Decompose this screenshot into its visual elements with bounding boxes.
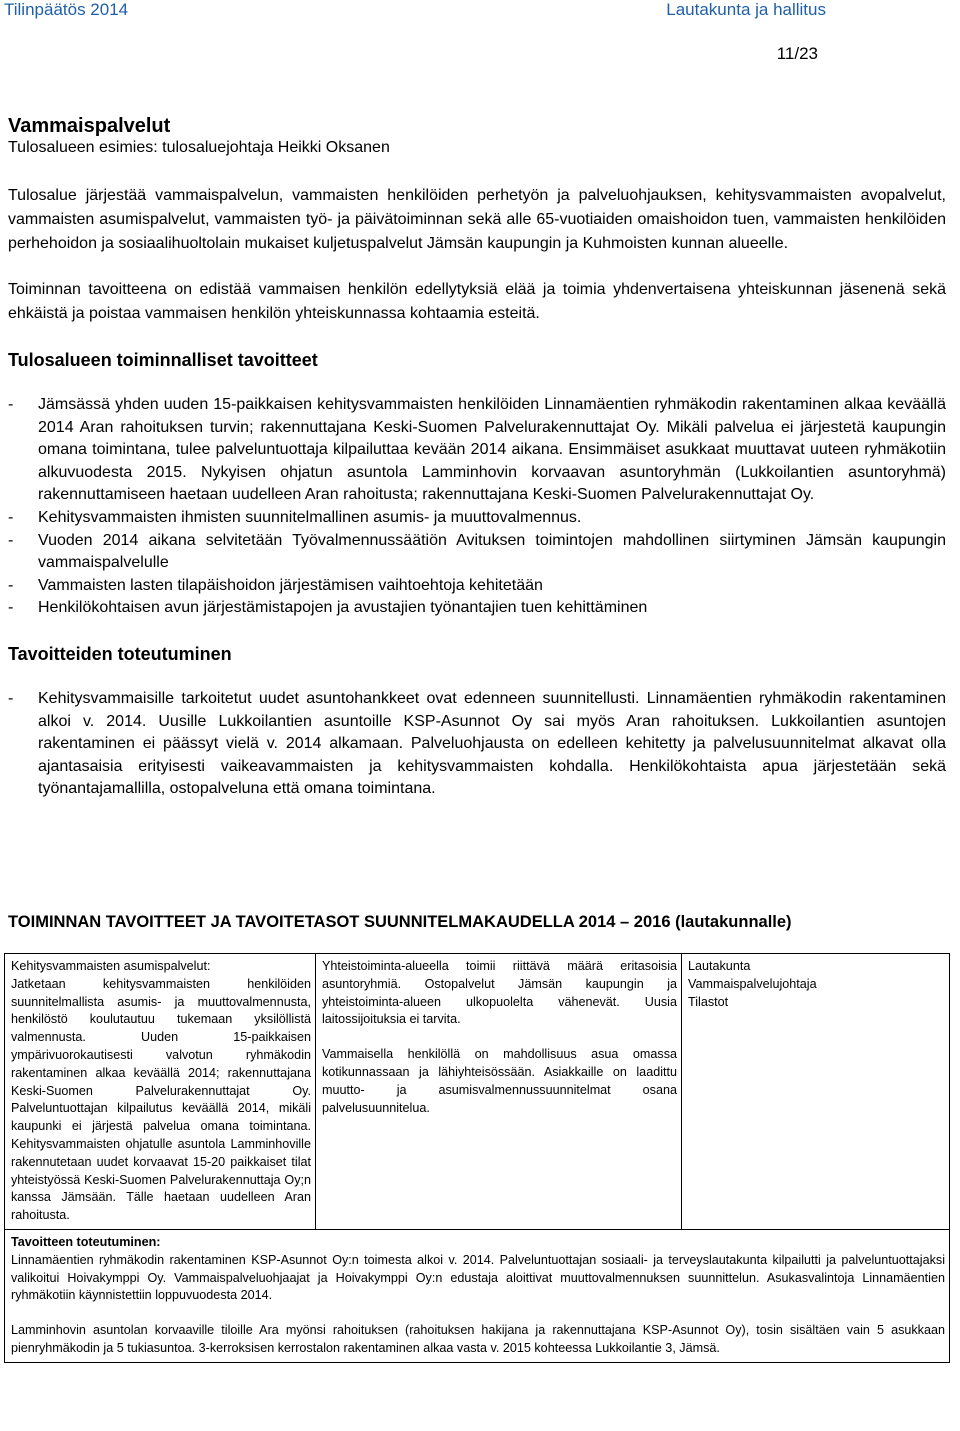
dash-marker: - [8, 508, 14, 526]
dash-marker: - [8, 599, 14, 617]
report-title: Tilinpäätös 2014 [4, 0, 129, 19]
list-item [8, 688, 946, 801]
table-cell-realization [5, 1229, 950, 1362]
target-text-1: Yhteistoiminta-alueella toimii riittävä määrä eritasoisia asuntoryhmiä. Ostopalvelut Jämsän kaupungin ja yhteistoiminta-alueen ulkopuolelta vähenevät. Uusia laitossijoituksia ei tarvita. [322, 959, 677, 1027]
responsible-line: Vammaispalvelujohtaja [688, 976, 817, 991]
list-item [8, 530, 946, 575]
list-item [8, 507, 946, 530]
list-item [8, 394, 946, 507]
spacer [11, 1305, 945, 1322]
dash-marker: - [8, 531, 14, 549]
table-heading: TOIMINNAN TAVOITTEET JA TAVOITETASOT SUUNNITELMAKAUDELLA 2014 – 2016 (lautakunnalle) [8, 913, 792, 931]
results-list [8, 688, 946, 801]
page-subtitle: Tulosalueen esimies: tulosaluejohtaja Heikki Oksanen [8, 139, 390, 156]
section-heading-objectives: Tulosalueen toiminnalliset tavoitteet [8, 350, 318, 370]
realization-text-2: Lamminhovin asuntolan korvaaville tiloille Ara myönsi rahoituksen (rahoituksen hakijana ja rakennuttajana KSP-Asunnot Oy), tosin sisältäen vain 5 asukkaan pienryhmäkodin ja 5 tukiasuntoa. 3-kerroksisen kerrostalon rakentaminen alkaa vasta v. 2015 kohteessa Lukkoilantie 3, Jämsä. [11, 1323, 945, 1355]
list-item-text: Vammaisten lasten tilapäishoidon järjestämisen vaihtoehtoja kehitetään [38, 576, 543, 594]
list-item-text: Jämsässä yhden uuden 15-paikkaisen kehitysvammaisten henkilöiden Linnamäentien ryhmäkodin rakentaminen alkaa keväällä 2014 Aran rahoituksen turvin; rakennuttajana Keski-Suomen Palvelurakennuttajat Oy. Mikäli palvelua ei järjestetä kaupungin omana toimintana, tulee palveluntuottaja kilpailuttaa kevään 2014 aikana. Ensimmäiset asukkaat muuttavat uuteen ryhmäkotiin alkuvuodesta 2015. Nykyisen ohjatun asuntola Lamminhovin korvaavan asuntoryhmän (Lukkoilantien asuntoryhmä) rakennuttamiseen haetaan uudelleen Aran rahoitusta; rakennuttajana Keski-Suomen Palvelurakennuttajat Oy. [38, 396, 946, 504]
spacer [322, 1029, 677, 1046]
dash-marker: - [8, 689, 14, 707]
page-header [0, 0, 960, 22]
objective-lead: Kehitysvammaisten asumispalvelut: [11, 959, 211, 973]
realization-text-1: Linnamäentien ryhmäkodin rakentaminen KSP-Asunnot Oy:n toimesta alkoi v. 2014. Palveluntuottajan sosiaali- ja terveyslautakunta kilpailutti ja palveluntuottajaksi valikoitui Hoivakymppi Oy. Vammaispalveluohjaajat ja Hoivakymppi Oy:n edustaja aloittivat muuttovalmennuksen suunnittelun. Asukasvalintoja Linnamäentien ryhmäkotiin käynnistettiin loppuvuodesta 2014. [11, 1252, 945, 1303]
list-item-text: Kehitysvammaisten ihmisten suunnitelmallinen asumis- ja muuttovalmennus. [38, 508, 582, 526]
page-number: 11/23 [776, 44, 818, 63]
goals-table [4, 953, 950, 1363]
dash-marker: - [8, 576, 14, 594]
main-content [8, 114, 946, 823]
section-heading-results: Tavoitteiden toteutuminen [8, 643, 232, 664]
objectives-list [8, 394, 946, 620]
table-row [5, 1229, 950, 1362]
realization-heading: Tavoitteen toteutuminen: [11, 1234, 161, 1249]
table-cell-target-level [316, 954, 682, 1230]
table-cell-responsible [682, 954, 950, 1230]
objective-text: Jatketaan kehitysvammaisten henkilöiden suunnitelmallista asumis- ja muuttovalmennusta, henkilöstö koulutautuu tukemaan yksilöllistä valmennusta. Uuden 15-paikkaisen ympärivuorokautisesti valvotun ryhmäkodin rakentaminen alkaa keväällä 2014; rakennuttajana Keski-Suomen Palvelurakennuttajat Oy. Palveluntuottajan kilpailutus keväällä 2014, mikäli kaupunki ei järjestä palvelua omana toimintana. Kehitysvammaisten ohjatulle asuntola Lamminhoville rakennutetaan uudet korvaavat 15-20 paikkaiset tilat yhteistyössä Keski-Suomen Palvelurakennuttaja Oy;n kanssa Jämsään. Tälle haetaan uudelleen Aran rahoitusta. [11, 976, 311, 1223]
list-item [8, 575, 946, 598]
target-text-2: Vammaisella henkilöllä on mahdollisuus asua omassa kotikunnassaan ja lähiyhteisössään. Asiakkaille on laadittu muutto- ja asumisvalmennussuunnitelmat osana palvelusuunnitelua. [322, 1047, 677, 1115]
list-item-text: Kehitysvammaisille tarkoitetut uudet asuntohankkeet ovat edenneen suunnitellusti. Linnamäentien ryhmäkodin rakentaminen alkoi v. 2014. Uusille Lukkoilantien asuntoille KSP-Asunnot Oy sai myös Aran rahoituksen. Lukkoilantien asuntojen rakentaminen ei päässyt vielä v. 2014 alkamaan. Palveluohjausta on edelleen kehitetty ja palvelusuunnitelmat alkavat olla ajantasaisia erityisesti vaikeavammaisten ja kehitysvammaisten kohdalla. Henkilökohtaista apua järjestetään sekä työnantajamallilla, ostopalveluna että omana toimintana. [38, 689, 946, 798]
goal-paragraph: Toiminnan tavoitteena on edistää vammaisen henkilön edellytyksiä elää ja toimia yhdenvertaisena yhteiskunnan jäsenenä sekä ehkäistä ja poistaa vammaisen henkilön yhteiskunnassa kohtaamia esteitä. [8, 281, 946, 322]
list-item-text: Vuoden 2014 aikana selvitetään Työvalmennussäätiön Avituksen toimintojen mahdollinen siirtyminen Jämsän kaupungin vammaispalvelulle [38, 531, 946, 572]
dash-marker: - [8, 396, 14, 413]
responsible-line: Tilastot [688, 994, 729, 1009]
responsible-line: Lautakunta [688, 959, 751, 973]
list-item-text: Henkilökohtaisen avun järjestämistapojen ja avustajien työnantajien tuen kehittäminen [38, 599, 648, 617]
page-title: Vammaispalvelut [8, 115, 171, 137]
list-item [8, 597, 946, 620]
table-row [5, 954, 950, 1230]
intro-paragraph: Tulosalue järjestää vammaispalvelun, vammaisten henkilöiden perhetyön ja palveluohjauksen, kehitysvammaisten avopalvelut, vammaisten asumispalvelut, vammaisten työ- ja päivätoiminnan sekä alle 65-vuotiaiden omaishoidon tuen, vammaisten henkilöiden perhehoidon ja sosiaalihuoltolain mukaiset kuljetuspalvelut Jämsän kaupungin ja Kuhmoisten kunnan alueelle. [8, 187, 946, 252]
committee-label: Lautakunta ja hallitus [666, 0, 826, 19]
table-cell-objective [5, 954, 316, 1230]
